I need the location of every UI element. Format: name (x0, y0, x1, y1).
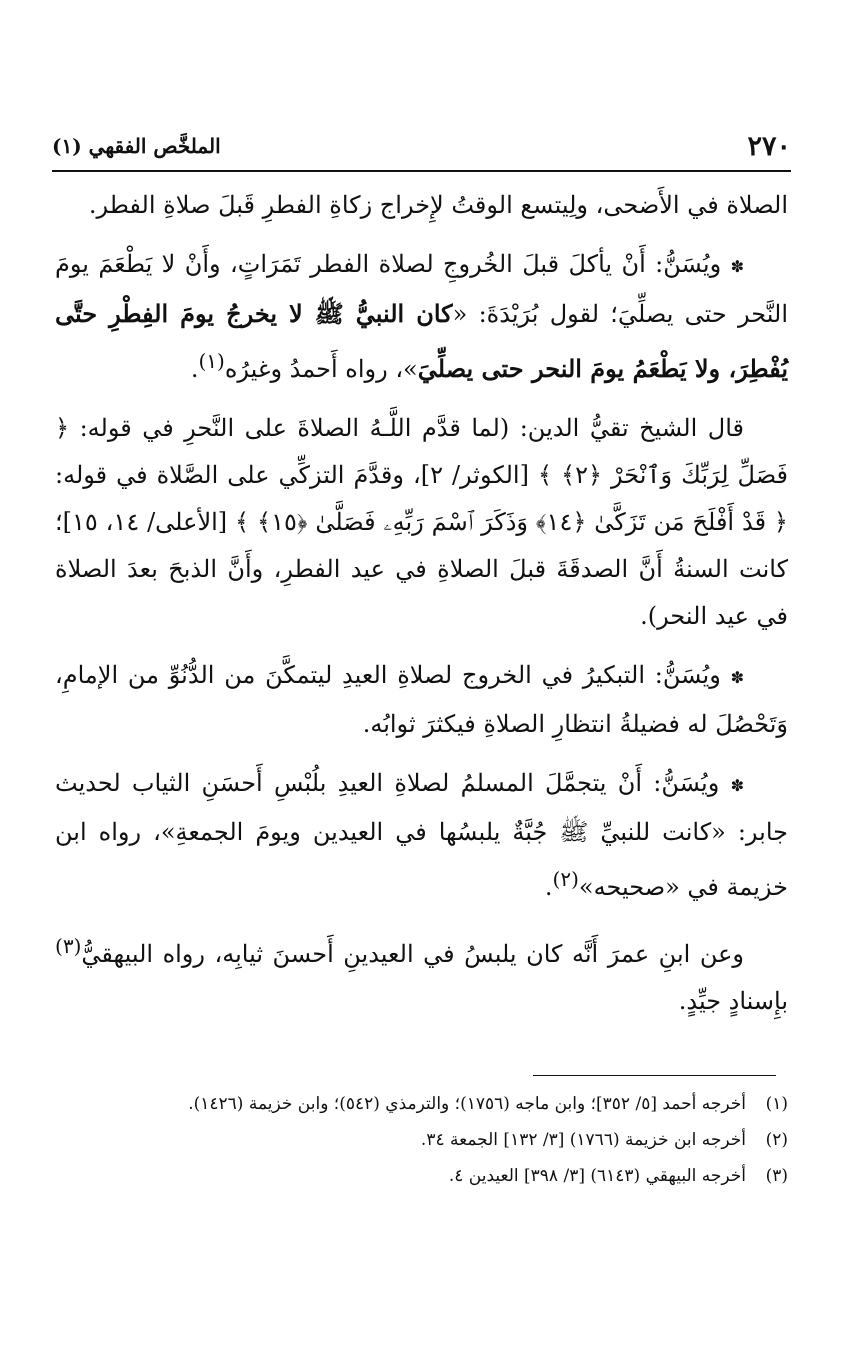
footnote-text: أخرجه ابن خزيمة (١٧٦٦) [٣/ ١٣٢] الجمعة ٣٤. (420, 1130, 746, 1150)
paragraph-3-text: قال الشيخ تقيُّ الدين: (لما قدَّم اللَّـهُ الصلاةَ على النَّحرِ في قوله: ﴿ فَصَلِّ لِرَبِّكَ وَٱنْحَرْ ﴿٢﴾ ﴾ [الكوثر/ ٢]، وقدَّمَ التزكِّي على الصَّلاة في قوله: ﴿ قَدْ أَفْلَحَ مَن تَزَكَّىٰ ﴿١٤﴾ وَذَكَرَ ٱسْمَ رَبِّهِۦ فَصَلَّىٰ ﴿١٥﴾ ﴾ [الأعلى/ ١٤، ١٥]؛ كانت السنةُ أَنَّ الصدقَةَ قبلَ الصلاةِ في عيد الفطرِ، وأَنَّ الذبحَ بعدَ الصلاة في عيد النحر). (55, 414, 789, 630)
footnote-ref-1[interactable]: (١) (198, 349, 225, 373)
paragraph-5-end: . (544, 873, 553, 901)
footnote-number: (٢) (765, 1130, 788, 1150)
page-number: ٢٧٠ (747, 130, 791, 162)
paragraph-1 (55, 182, 788, 229)
paragraph-1-text: الصلاة في الأَضحى، ولِيتسع الوقتُ لإِخراج زكاةِ الفطرِ قَبلَ صلاةِ الفطر. (88, 191, 788, 219)
paragraph-6 (55, 923, 788, 1025)
paragraph-5-text: ويُسَنُّ: أَنْ يتجمَّلَ المسلمُ لصلاةِ العيدِ بلُبْسِ أَحسَنِ الثياب لحديث جابر: «كانت للنبيِّ ﷺ جُبَّةٌ يلبسُها في العيدين ويومَ الجمعةِ»، رواه ابن خزيمة في «صحيحه» (55, 769, 788, 901)
book-title: الملخَّص الفقهي (١) (52, 134, 221, 158)
footnote-ref-2[interactable]: (٢) (552, 867, 579, 891)
footnote-number: (١) (765, 1094, 788, 1114)
footnote-number: (٣) (765, 1166, 788, 1186)
footnote-text: أخرجه البيهقي (٦١٤٣) [٣/ ٣٩٨] العيدين ٤. (448, 1166, 746, 1186)
bullet-star-icon: ✽ (730, 668, 744, 687)
header-rule (52, 170, 791, 172)
bullet-star-icon: ✽ (730, 257, 744, 276)
paragraph-4 (55, 652, 788, 748)
paragraph-3 (55, 405, 788, 640)
footnote-2 (55, 1122, 788, 1158)
footnote-1 (55, 1086, 788, 1122)
page-header (52, 126, 791, 166)
paragraph-2-end: . (190, 355, 199, 383)
paragraph-4-text: ويُسَنُّ: التبكيرُ في الخروج لصلاةِ العيدِ ليتمكَّنَ من الدُّنُوِّ من الإمامِ، وَتَحْصُلَ له فضيلةُ انتظارِ الصلاةِ فيكثرَ ثوابُه. (55, 661, 788, 738)
paragraph-2-tail: »، رواه أَحمدُ وغيرُه (224, 355, 418, 383)
footnote-3 (55, 1158, 788, 1194)
hadith-quote: كان النبيُّ ﷺ لا يخرجُ يومَ الفِطْرِ حتَّى يُفْطِرَ، ولا يَطْعَمُ يومَ النحر حتى يصلِّيَ (55, 299, 788, 383)
paragraph-6-tail: بإِسنادٍ جيِّدٍ. (678, 987, 788, 1015)
paragraph-5 (55, 760, 788, 911)
main-text (55, 182, 788, 1037)
footnote-text: أخرجه أحمد [٥/ ٣٥٢]؛ وابن ماجه (١٧٥٦)؛ والترمذي (٥٤٢)؛ وابن خزيمة (١٤٢٦). (188, 1094, 746, 1114)
footnote-rule (533, 1075, 776, 1076)
footnote-ref-3[interactable]: (٣) (55, 934, 82, 958)
paragraph-2 (55, 241, 788, 393)
bullet-star-icon: ✽ (730, 776, 744, 795)
paragraph-6-text: وعن ابنِ عمرَ أَنَّه كان يلبسُ في العيدينِ أَحسنَ ثيابِه، رواه البيهقيُّ (81, 940, 744, 968)
paragraph-2-text: ويُسَنُّ: أَنْ يأكلَ قبلَ الخُروجِ لصلاة الفطر تَمَرَاتٍ، وأَنْ لا يَطْعَمَ يومَ النَّحر حتى يصلِّيَ؛ لقول بُرَيْدَةَ: « (55, 250, 788, 328)
footnotes (55, 1086, 788, 1194)
